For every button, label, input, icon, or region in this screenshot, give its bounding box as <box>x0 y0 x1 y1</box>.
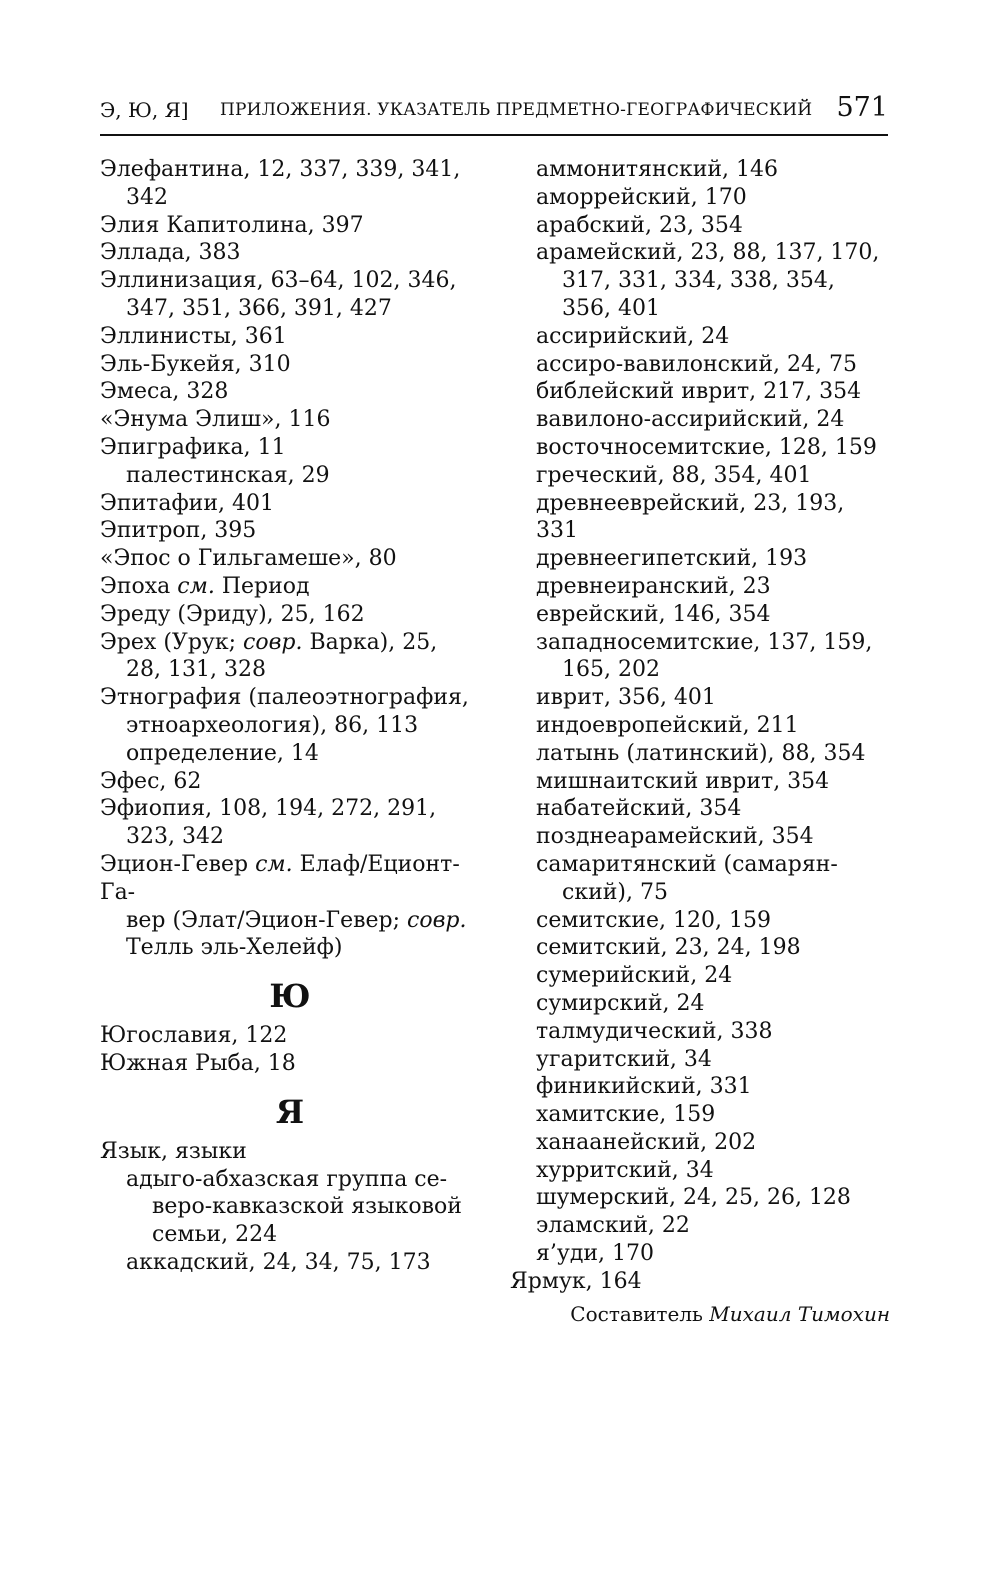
entry-line: финикийский, 331 <box>536 1074 752 1100</box>
entry-line: Эпитроп, 395 <box>100 518 257 544</box>
entry-line: Эль-Букейя, 310 <box>100 351 291 377</box>
entry-line: ассиро-вавилонский, 24, 75 <box>536 351 857 377</box>
index-entry <box>100 1050 480 1078</box>
running-header <box>100 92 888 136</box>
entry-line: сумерийский, 24 <box>536 963 733 989</box>
index-entry <box>510 1212 890 1240</box>
entry-line: мишнаитский иврит, 354 <box>536 768 830 794</box>
index-entry <box>100 406 480 434</box>
entry-continuation: 342 <box>126 184 168 210</box>
entry-continuation: веро-кавказской языковой <box>152 1194 462 1220</box>
entry-continuation: ский), 75 <box>562 879 668 905</box>
index-entry <box>510 156 890 184</box>
entry-line: Этнография (палеоэтнография, <box>100 685 469 711</box>
index-entry <box>510 1184 890 1212</box>
index-entry <box>510 684 890 712</box>
entry-line: «Эпос о Гильгамеше», 80 <box>100 546 397 572</box>
entry-line: Эллинизация, 63–64, 102, 346, <box>100 268 457 294</box>
entry-line: набатейский, 354 <box>536 796 742 822</box>
index-entry <box>510 851 890 907</box>
index-entry <box>510 351 890 379</box>
entry-line: Эмеса, 328 <box>100 379 229 405</box>
entry-line: Югославия, 122 <box>100 1023 288 1049</box>
entry-line: Эллада, 383 <box>100 240 241 266</box>
index-entry <box>100 740 480 768</box>
entry-line: арамейский, 23, 88, 137, 170, <box>536 240 880 266</box>
entry-line: Ярмук, 164 <box>510 1268 642 1294</box>
index-entry <box>510 1129 890 1157</box>
entry-continuation: 356, 401 <box>562 295 660 321</box>
index-entry <box>100 1166 480 1249</box>
entry-continuation: 347, 351, 366, 391, 427 <box>126 295 392 321</box>
index-entry <box>510 629 890 685</box>
entry-line: аммонитянский, 146 <box>536 157 778 182</box>
see-reference: см. <box>177 573 215 599</box>
entry-continuation: 165, 202 <box>562 657 660 683</box>
entry-line: семитский, 23, 24, 198 <box>536 935 801 961</box>
entry-line: аккадский, 24, 34, 75, 173 <box>126 1249 431 1275</box>
index-entry <box>510 990 890 1018</box>
entry-line: Элия Капитолина, 397 <box>100 212 364 238</box>
entry-line: древнеиранский, 23 <box>536 573 771 599</box>
entry-line: еврейский, 146, 354 <box>536 601 771 627</box>
entry-line: арабский, 23, 354 <box>536 212 743 238</box>
header-letter-range: Э, Ю, Я] <box>100 98 189 122</box>
index-entry <box>510 1157 890 1185</box>
index-entry <box>100 239 480 267</box>
index-entry <box>510 1018 890 1046</box>
entry-line: позднеарамейский, 354 <box>536 824 814 850</box>
index-entry <box>510 907 890 935</box>
index-entry <box>100 545 480 573</box>
entry-line: восточносемитские, 128, 159 <box>536 434 877 460</box>
entry-line: семитские, 120, 159 <box>536 907 771 933</box>
index-entry <box>510 490 890 546</box>
entry-line: латынь (латинский), 88, 354 <box>536 740 866 766</box>
index-entry <box>510 934 890 962</box>
compiler-name: Михаил Тимохин <box>709 1301 890 1326</box>
index-entry <box>510 1046 890 1074</box>
entry-line: хамитские, 159 <box>536 1102 716 1128</box>
section-letter-ya: Я <box>275 1092 305 1131</box>
index-entry <box>100 1022 480 1050</box>
entry-line: аморрейский, 170 <box>536 184 747 210</box>
entry-line: Эреду (Эриду), 25, 162 <box>100 601 365 627</box>
left-column <box>100 156 480 1277</box>
entry-line: палестинская, 29 <box>126 462 330 488</box>
index-entry <box>510 184 890 212</box>
entry-line: определение, 14 <box>126 740 319 766</box>
index-entry <box>510 1240 890 1268</box>
header-title: ПРИЛОЖЕНИЯ. УКАЗАТЕЛЬ ПРЕДМЕТНО-ГЕОГРАФИЧЕСКИЙ <box>220 100 813 120</box>
entry-line: хурритский, 34 <box>536 1157 714 1183</box>
index-entry <box>510 434 890 462</box>
entry-line: ассирийский, 24 <box>536 323 730 349</box>
index-entry <box>510 601 890 629</box>
index-entry <box>100 1138 480 1166</box>
index-entry <box>510 823 890 851</box>
entry-line: ханаанейский, 202 <box>536 1129 757 1155</box>
entry-line: индоевропейский, 211 <box>536 712 799 738</box>
index-entry <box>100 851 480 962</box>
entry-line: Язык, языки <box>100 1138 247 1164</box>
index-entry <box>510 239 890 322</box>
entry-line: Эфес, 62 <box>100 768 202 794</box>
entry-line: древнеегипетский, 193 <box>536 546 808 572</box>
entry-line: талмудический, 338 <box>536 1018 773 1044</box>
entry-line: Эрех (Урук; совр. Варка), 25, <box>100 629 438 655</box>
index-entry <box>510 712 890 740</box>
index-entry <box>100 156 480 212</box>
index-entry <box>510 1268 890 1296</box>
index-entry <box>510 1101 890 1129</box>
modern-name-abbrev: совр. <box>243 629 303 655</box>
index-entry <box>510 962 890 990</box>
compiler-credit: Составитель Михаил Тимохин <box>570 1301 890 1326</box>
index-entry <box>510 1073 890 1101</box>
entry-line: Элефантина, 12, 337, 339, 341, <box>100 157 461 182</box>
index-entry <box>100 212 480 240</box>
section-letter-yu: Ю <box>269 977 311 1016</box>
index-entry <box>510 406 890 434</box>
index-entry <box>510 212 890 240</box>
entry-line: адыго-абхазская группа се- <box>126 1166 448 1192</box>
entry-line: Эллинисты, 361 <box>100 323 287 349</box>
see-reference: см. <box>255 851 293 877</box>
entry-continuation: 28, 131, 328 <box>126 657 266 683</box>
entry-line: шумерский, 24, 25, 26, 128 <box>536 1185 851 1211</box>
index-entry <box>100 378 480 406</box>
entry-line: древнееврейский, 23, 193, 331 <box>536 490 845 544</box>
index-entry <box>100 768 480 796</box>
index-entry <box>100 462 480 490</box>
entry-line: Эпитафии, 401 <box>100 490 274 516</box>
index-entry <box>100 684 480 740</box>
index-entry <box>510 378 890 406</box>
entry-line: Эпоха см. Период <box>100 573 310 599</box>
entry-line: Эпиграфика, 11 <box>100 434 286 460</box>
entry-line: Южная Рыба, 18 <box>100 1050 296 1076</box>
index-entry <box>100 351 480 379</box>
entry-line: самаритянский (самарян- <box>536 851 838 877</box>
index-entry <box>510 768 890 796</box>
entry-line: библейский иврит, 217, 354 <box>536 379 862 405</box>
entry-line: угаритский, 34 <box>536 1046 712 1072</box>
page-number: 571 <box>836 92 888 123</box>
entry-continuation: 323, 342 <box>126 824 224 850</box>
entry-continuation: семьи, 224 <box>152 1222 278 1248</box>
entry-line: западносемитские, 137, 159, <box>536 629 873 655</box>
entry-continuation: этноархеология), 86, 113 <box>126 712 419 738</box>
index-entry <box>100 601 480 629</box>
index-entry <box>510 545 890 573</box>
index-entry <box>510 795 890 823</box>
entry-line: эламский, 22 <box>536 1213 690 1239</box>
index-entry <box>100 629 480 685</box>
modern-name-abbrev: совр. <box>407 907 467 933</box>
index-entry <box>100 517 480 545</box>
index-entry <box>510 573 890 601</box>
index-entry <box>100 573 480 601</box>
index-entry <box>100 490 480 518</box>
entry-continuation: вер (Элат/Эцион-Гевер; совр. <box>126 907 467 933</box>
index-entry <box>510 323 890 351</box>
entry-line: Эцион-Гевер см. Елаф/Еционт-Га- <box>100 851 460 905</box>
entry-line: сумирский, 24 <box>536 990 705 1016</box>
index-entry <box>100 267 480 323</box>
index-entry <box>510 462 890 490</box>
index-entry <box>100 323 480 351</box>
entry-continuation: 317, 331, 334, 338, 354, <box>562 268 835 294</box>
entry-line: «Энума Элиш», 116 <box>100 407 331 433</box>
right-column <box>510 156 890 1326</box>
entry-line: греческий, 88, 354, 401 <box>536 462 812 488</box>
index-entry <box>100 795 480 851</box>
index-entry <box>510 740 890 768</box>
entry-line: иврит, 356, 401 <box>536 685 716 711</box>
index-entry <box>100 1249 480 1277</box>
entry-line: я’уди, 170 <box>536 1241 655 1267</box>
entry-line: вавилоно-ассирийский, 24 <box>536 407 845 433</box>
index-entry <box>100 434 480 462</box>
entry-continuation: Телль эль-Хелейф) <box>126 935 343 961</box>
entry-line: Эфиопия, 108, 194, 272, 291, <box>100 796 437 822</box>
